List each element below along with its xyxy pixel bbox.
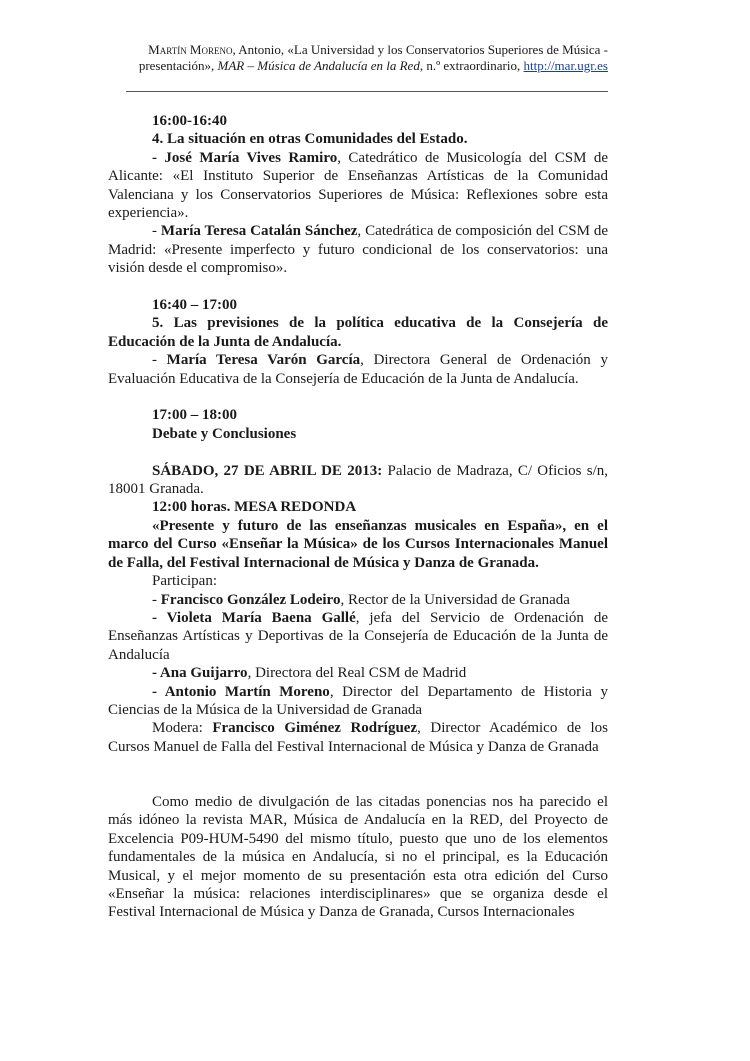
- spacer: [108, 278, 608, 296]
- header-citation-2: presentación»,: [138, 58, 218, 73]
- speaker-name: María Teresa Catalán Sánchez: [160, 223, 358, 240]
- session-6-time: 17:00 – 18:00: [152, 407, 237, 424]
- header-url-link[interactable]: http://mar.ugr.es: [523, 58, 608, 73]
- header-line-2: [108, 58, 608, 74]
- header-citation-3: , n.º extraordinario,: [419, 58, 524, 73]
- session-5-time: 16:40 – 17:00: [152, 297, 237, 314]
- session-6-title: Debate y Conclusiones: [152, 425, 297, 442]
- closing-paragraph: Como medio de divulgación de las citadas ponencias nos ha parecido el más idóneo la revista MAR, Música de Andalucía en la RED, del Proyecto de Excelencia P09-HUM-5490 del mismo título, puesto que uno de los elementos fundamentales de la música en Andalucía, si no el principal, es la Educación Musical, y el mejor momento de su presentación esta otra edición del Curso «Enseñar la música: relaciones interdisciplinares» que se organiza desde el Festival Internacional de Música y Danza de Granada, Cursos Internacionales: [108, 793, 608, 921]
- moderator: Modera: Francisco Giménez Rodríguez, Director Académico de los Cursos Manuel de Falla del Festival Internacional de Música y Danza de Granada: [108, 720, 608, 755]
- spacer: [108, 756, 608, 774]
- spacer: [108, 775, 608, 793]
- participants-label: Participan:: [152, 573, 217, 590]
- header-citation-1: , Antonio, «La Universidad y los Conservatorios Superiores de Música -: [232, 42, 608, 57]
- session-5-title: 5. Las previsiones de la política educativa de la Consejería de Educación de la Junta de Andalucía.: [108, 315, 608, 350]
- participant-3: - Ana Guijarro, Directora del Real CSM de Madrid: [152, 665, 467, 682]
- speaker-name: - Antonio Martín Moreno: [152, 683, 330, 700]
- speaker-name: - José María Vives Ramiro: [152, 149, 338, 166]
- speaker-name: - Ana Guijarro: [152, 665, 248, 682]
- session-4-speaker-2: - María Teresa Catalán Sánchez, Catedrática de composición del CSM de Madrid: «Presente imperfecto y futuro condicional de los conservatorios: una visión desde el compromiso».: [108, 223, 608, 277]
- session-5-speaker: - María Teresa Varón García, Directora General de Ordenación y Evaluación Educativa de la Consejería de Educación de la Junta de Andalucía.: [108, 352, 608, 387]
- speaker-name: Francisco González Lodeiro: [160, 591, 341, 608]
- spacer: [108, 388, 608, 406]
- header-divider: [126, 91, 608, 92]
- session-4-speaker-1: - José María Vives Ramiro, Catedrático de Musicología del CSM de Alicante: «El Instituto Superior de Enseñanzas Artísticas de la Comunidad Valenciana y los Conservatorios Superiores de Música: Reflexiones sobre esta experiencia».: [108, 149, 608, 222]
- saturday-date: SÁBADO, 27 DE ABRIL DE 2013: Palacio de Madraza, C/ Oficios s/n, 18001 Granada.: [108, 462, 608, 498]
- round-table-hour: 12:00 horas. MESA REDONDA: [152, 499, 357, 516]
- speaker-name: - Violeta María Baena Gallé: [152, 609, 356, 626]
- header-author: Martín Moreno: [148, 42, 233, 57]
- session-4-title: 4. La situación en otras Comunidades del Estado.: [152, 131, 468, 148]
- spacer: [108, 443, 608, 461]
- header-journal: MAR – Música de Andalucía en la Red: [217, 58, 420, 73]
- running-header: [108, 42, 608, 74]
- round-table-title: «Presente y futuro de las enseñanzas musicales en España», en el marco del Curso «Enseñar la Música» de los Cursos Internacionales Manuel de Falla, del Festival Internacional de Música y Danza de Granada.: [108, 517, 608, 571]
- participant-2: - Violeta María Baena Gallé, jefa del Servicio de Ordenación de Enseñanzas Artísticas y Deportivas de la Consejería de Educación de la Junta de Andalucía: [108, 609, 608, 663]
- speaker-name: María Teresa Varón García: [166, 352, 361, 369]
- header-line-1: [108, 42, 608, 58]
- session-4-time: 16:00-16:40: [152, 113, 227, 129]
- participant-4: - Antonio Martín Moreno, Director del Departamento de Historia y Ciencias de la Música de la Universidad de Granada: [108, 683, 608, 718]
- participant-1: - Francisco González Lodeiro, Rector de la Universidad de Granada: [152, 591, 570, 608]
- document-body: [108, 112, 608, 922]
- speaker-name: Francisco Giménez Rodríguez: [212, 720, 418, 737]
